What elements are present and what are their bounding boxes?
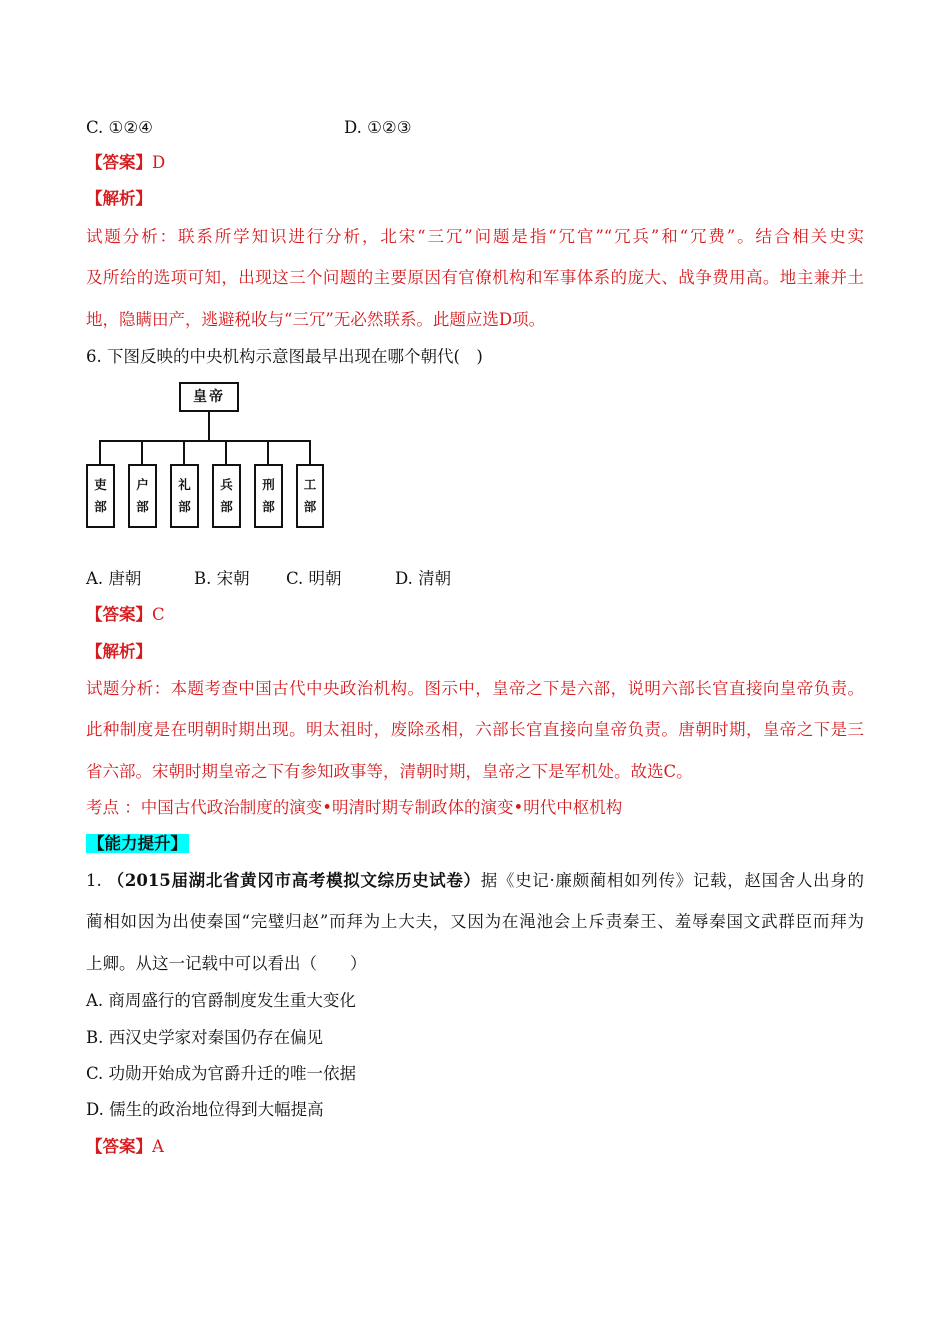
q6-analysis-line-2: 此种制度是在明朝时期出现。明太祖时，废除丞相，六部长官直接向皇帝负责。唐朝时期，皇帝之下是三 bbox=[86, 720, 864, 739]
q5-analysis-line-2: 及所给的选项可知，出现这三个问题的主要原因有官僚机构和军事体系的庞大、战争费用高。地主兼并土 bbox=[86, 268, 864, 287]
dept-char: 吏 bbox=[94, 477, 107, 492]
dept-char: 部 bbox=[220, 499, 233, 514]
connector-trunk bbox=[208, 412, 210, 442]
answer-tag: 【答案】 bbox=[86, 605, 152, 624]
connector-bar bbox=[99, 440, 311, 442]
dept-char: 兵 bbox=[220, 477, 233, 492]
q6-option-b: B. 宋朝 bbox=[194, 569, 250, 588]
q5-analysis-line-1: 试题分析：联系所学知识进行分析，北宋“三冗”问题是指“冗官”“冗兵”和“冗费”。结合相关史实 bbox=[86, 227, 864, 246]
q6-analysis-line-1: 试题分析：本题考查中国古代中央政治机构。图示中，皇帝之下是六部，说明六部长官直接向皇帝负责。 bbox=[86, 679, 864, 698]
connector-branch bbox=[309, 440, 311, 464]
connector-branch bbox=[225, 440, 227, 464]
p1-source: （2015届湖北省黄冈市高考模拟文综历史试卷） bbox=[107, 871, 481, 890]
p1-stem-line-2: 蔺相如因为出使秦国“完璧归赵”而拜为上大夫，又因为在渑池会上斥责秦王、羞辱秦国文武群臣而拜为 bbox=[86, 912, 864, 931]
answer-value: C bbox=[152, 605, 165, 624]
q5-option-c: C. ①②④ bbox=[86, 118, 153, 137]
answer-value: D bbox=[152, 153, 166, 172]
dept-box-personnel bbox=[86, 464, 115, 528]
central-government-diagram bbox=[86, 376, 334, 536]
dept-box-rites bbox=[170, 464, 199, 528]
section-label bbox=[86, 833, 189, 855]
section-label-text: 【能力提升】 bbox=[88, 834, 187, 853]
p1-option-c: C. 功勋开始成为官爵升迁的唯一依据 bbox=[86, 1064, 357, 1083]
p1-number: 1. bbox=[86, 871, 108, 890]
p1-answer bbox=[86, 1136, 164, 1158]
q5-analysis-tag: 【解析】 bbox=[86, 189, 152, 208]
q5-answer bbox=[86, 152, 165, 174]
connector-branch bbox=[99, 440, 101, 464]
q6-answer bbox=[86, 604, 165, 626]
answer-tag: 【答案】 bbox=[86, 1137, 152, 1156]
dept-char: 户 bbox=[136, 477, 149, 492]
q6-analysis-tag: 【解析】 bbox=[86, 642, 152, 661]
q6-stem: 6. 下图反映的中央机构示意图最早出现在哪个朝代( ) bbox=[86, 347, 483, 366]
connector-branch bbox=[141, 440, 143, 464]
dept-box-justice bbox=[254, 464, 283, 528]
connector-branch bbox=[267, 440, 269, 464]
q6-option-c: C. 明朝 bbox=[286, 569, 342, 588]
dept-box-war bbox=[212, 464, 241, 528]
dept-char: 部 bbox=[262, 499, 275, 514]
p1-stem-line-3: 上卿。从这一记载中可以看出（ ） bbox=[86, 954, 367, 973]
dept-char: 部 bbox=[178, 499, 191, 514]
p1-option-d: D. 儒生的政治地位得到大幅提高 bbox=[86, 1100, 324, 1119]
dept-char: 部 bbox=[303, 499, 317, 514]
dept-char: 工 bbox=[303, 477, 317, 492]
answer-value: A bbox=[152, 1137, 164, 1156]
q5-option-d: D. ①②③ bbox=[344, 118, 412, 137]
dept-box-revenue bbox=[128, 464, 157, 528]
p1-option-a: A. 商周盛行的官爵制度发生重大变化 bbox=[86, 991, 356, 1010]
q5-analysis-line-3: 地，隐瞒田产，逃避税收与“三冗”无必然联系。此题应选D项。 bbox=[86, 310, 546, 329]
q6-analysis-line-3: 省六部。宋朝时期皇帝之下有参知政事等，清朝时期，皇帝之下是军机处。故选C。 bbox=[86, 762, 693, 781]
dept-char: 部 bbox=[136, 499, 149, 514]
emperor-box: 皇帝 bbox=[179, 382, 239, 412]
dept-char: 刑 bbox=[262, 477, 275, 492]
p1-stem-rest: 据《史记·廉颇蔺相如列传》记载，赵国舍人出身的 bbox=[480, 871, 864, 890]
connector-branch bbox=[183, 440, 185, 464]
dept-char: 部 bbox=[94, 499, 107, 514]
dept-box-works bbox=[296, 464, 324, 528]
p1-stem-line-1 bbox=[86, 870, 864, 892]
q6-kaodian: 考点 ：中国古代政治制度的演变•明清时期专制政体的演变•明代中枢机构 bbox=[86, 798, 623, 817]
dept-char: 礼 bbox=[178, 477, 191, 492]
q6-option-d: D. 清朝 bbox=[395, 569, 452, 588]
p1-option-b: B. 西汉史学家对秦国仍存在偏见 bbox=[86, 1028, 324, 1047]
answer-tag: 【答案】 bbox=[86, 153, 152, 172]
q6-option-a: A. 唐朝 bbox=[86, 569, 142, 588]
